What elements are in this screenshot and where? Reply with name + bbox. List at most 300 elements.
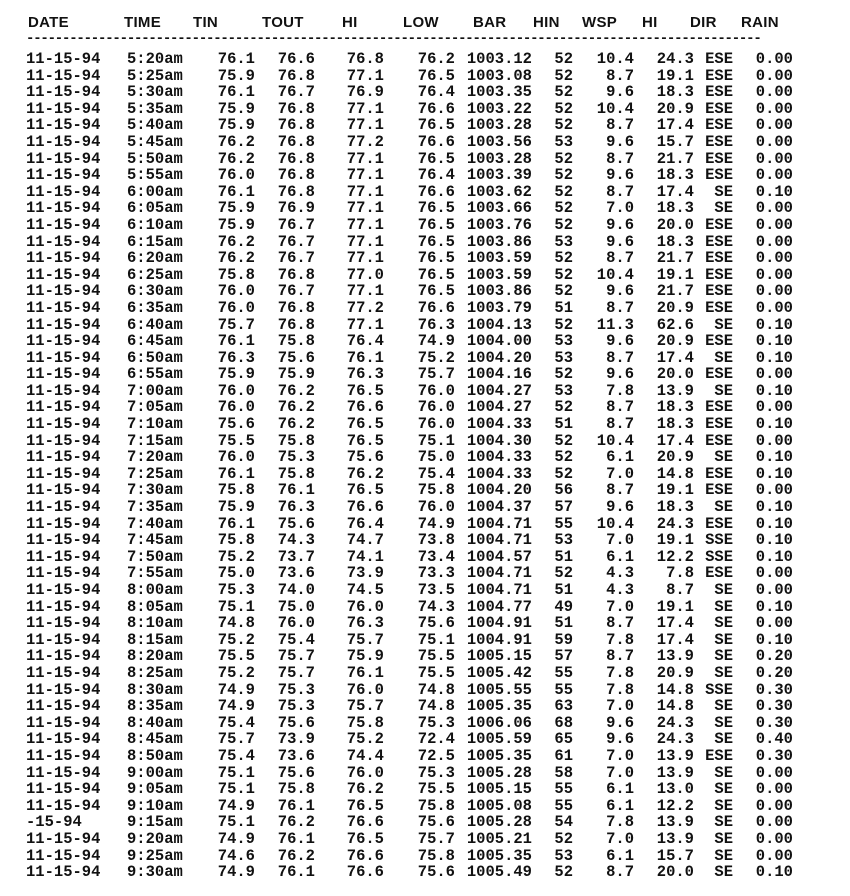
cell-date: 11-15-94	[26, 481, 101, 500]
cell-rain: 0.10	[755, 514, 793, 533]
cell-bar: 1003.08	[466, 66, 532, 85]
cell-wsp: 9.6	[606, 166, 634, 185]
cell-hin: 55	[554, 780, 573, 799]
cell-hin: 52	[554, 564, 573, 583]
cell-hi2: 17.4	[656, 116, 694, 135]
cell-tout: 76.8	[277, 149, 315, 168]
cell-tin: 75.3	[217, 581, 255, 599]
cell-time: 7:45am	[127, 531, 183, 550]
table-row	[0, 350, 850, 367]
cell-bar: 1003.79	[466, 298, 532, 317]
cell-date: 11-15-94	[26, 697, 101, 716]
cell-dir: SSE	[705, 547, 733, 566]
header-date: DATE	[28, 14, 69, 31]
cell-hi: 76.4	[346, 332, 384, 351]
cell-hi2: 12.2	[656, 796, 694, 815]
cell-dir: SE	[714, 863, 733, 882]
cell-tin: 75.1	[217, 763, 255, 782]
cell-hin: 52	[554, 215, 573, 234]
cell-tout: 76.9	[277, 199, 315, 218]
cell-hin: 52	[554, 365, 573, 384]
cell-hi2: 17.4	[656, 348, 694, 367]
cell-bar: 1003.86	[466, 232, 532, 251]
cell-tout: 76.2	[277, 846, 315, 865]
cell-hi2: 14.8	[656, 464, 694, 483]
cell-tout: 75.8	[277, 332, 315, 351]
cell-bar: 1004.71	[466, 531, 532, 550]
cell-rain: 0.00	[755, 763, 793, 782]
cell-low: 72.4	[417, 730, 455, 749]
cell-low: 76.4	[417, 166, 455, 185]
cell-tout: 76.2	[277, 398, 315, 417]
cell-tout: 76.8	[277, 315, 315, 334]
table-row	[0, 117, 850, 134]
cell-date: 11-15-94	[26, 99, 101, 118]
cell-hi: 76.0	[346, 597, 384, 616]
cell-wsp: 7.8	[606, 813, 634, 832]
cell-bar: 1004.91	[466, 614, 532, 633]
cell-date: 11-15-94	[26, 630, 101, 649]
cell-wsp: 7.0	[606, 531, 634, 550]
cell-hi2: 20.0	[656, 365, 694, 384]
table-row	[0, 499, 850, 516]
cell-low: 73.8	[417, 531, 455, 550]
cell-tout: 75.3	[277, 697, 315, 716]
cell-tin: 75.5	[217, 647, 255, 666]
cell-wsp: 9.6	[606, 713, 634, 732]
cell-tin: 74.9	[217, 796, 255, 815]
cell-hi2: 20.9	[656, 448, 694, 467]
table-row	[0, 399, 850, 416]
cell-date: 11-15-94	[26, 365, 101, 384]
cell-time: 8:25am	[127, 663, 183, 682]
cell-tout: 75.8	[277, 780, 315, 799]
cell-tout: 75.6	[277, 348, 315, 367]
cell-date: 11-15-94	[26, 215, 101, 234]
cell-rain: 0.10	[755, 348, 793, 367]
cell-rain: 0.00	[755, 215, 793, 234]
cell-hi2: 18.3	[656, 199, 694, 218]
cell-time: 8:30am	[127, 680, 183, 699]
table-row	[0, 482, 850, 499]
table-row	[0, 317, 850, 334]
cell-tin: 75.0	[217, 564, 255, 583]
cell-tin: 76.2	[217, 249, 255, 268]
cell-date: 11-15-94	[26, 531, 101, 550]
cell-low: 75.6	[417, 863, 455, 882]
cell-tout: 76.2	[277, 381, 315, 400]
cell-tout: 76.8	[277, 265, 315, 284]
cell-rain: 0.10	[755, 464, 793, 483]
cell-low: 76.0	[417, 398, 455, 417]
cell-bar: 1004.33	[466, 448, 532, 467]
header-wsp: WSP	[582, 14, 618, 31]
cell-low: 75.3	[417, 763, 455, 782]
table-row	[0, 134, 850, 151]
cell-hin: 55	[554, 796, 573, 815]
cell-date: 11-15-94	[26, 680, 101, 699]
table-row	[0, 765, 850, 782]
cell-rain: 0.00	[755, 265, 793, 284]
cell-tin: 75.9	[217, 365, 255, 384]
cell-dir: SE	[714, 581, 733, 599]
cell-hi: 77.1	[346, 249, 384, 268]
cell-hi: 74.4	[346, 746, 384, 765]
cell-time: 5:25am	[127, 66, 183, 85]
cell-hin: 55	[554, 680, 573, 699]
cell-tout: 73.6	[277, 746, 315, 765]
cell-hi: 75.6	[346, 448, 384, 467]
cell-date: 11-15-94	[26, 713, 101, 732]
cell-tin: 76.2	[217, 232, 255, 251]
cell-time: 9:30am	[127, 863, 183, 882]
cell-hi2: 18.3	[656, 232, 694, 251]
cell-dir: SSE	[705, 531, 733, 550]
cell-hin: 52	[554, 66, 573, 85]
cell-hi: 76.6	[346, 813, 384, 832]
cell-low: 75.4	[417, 464, 455, 483]
cell-tin: 75.9	[217, 199, 255, 218]
cell-rain: 0.00	[755, 614, 793, 633]
cell-tout: 75.4	[277, 630, 315, 649]
cell-hi: 76.3	[346, 614, 384, 633]
cell-tin: 76.3	[217, 348, 255, 367]
cell-tout: 76.2	[277, 813, 315, 832]
cell-tin: 76.2	[217, 149, 255, 168]
cell-rain: 0.30	[755, 746, 793, 765]
table-row	[0, 333, 850, 350]
cell-hin: 52	[554, 265, 573, 284]
cell-rain: 0.10	[755, 415, 793, 434]
cell-date: 11-15-94	[26, 514, 101, 533]
cell-dir: ESE	[705, 564, 733, 583]
cell-low: 75.7	[417, 829, 455, 848]
cell-rain: 0.00	[755, 149, 793, 168]
cell-hi2: 19.1	[656, 531, 694, 550]
cell-hi2: 17.4	[656, 630, 694, 649]
cell-dir: ESE	[705, 249, 733, 268]
table-row	[0, 433, 850, 450]
cell-tin: 76.0	[217, 398, 255, 417]
cell-time: 6:40am	[127, 315, 183, 334]
cell-date: 11-15-94	[26, 564, 101, 583]
cell-rain: 0.10	[755, 630, 793, 649]
cell-bar: 1003.28	[466, 116, 532, 135]
cell-bar: 1004.91	[466, 630, 532, 649]
cell-hi2: 7.8	[666, 564, 694, 583]
cell-low: 76.5	[417, 66, 455, 85]
cell-bar: 1004.30	[466, 431, 532, 450]
cell-date: 11-15-94	[26, 315, 101, 334]
cell-hin: 53	[554, 531, 573, 550]
cell-time: 7:20am	[127, 448, 183, 467]
table-row	[0, 549, 850, 566]
cell-hin: 59	[554, 630, 573, 649]
cell-time: 6:10am	[127, 215, 183, 234]
cell-date: 11-15-94	[26, 647, 101, 666]
cell-wsp: 9.6	[606, 132, 634, 151]
header-bar: BAR	[473, 14, 507, 31]
cell-low: 73.5	[417, 581, 455, 599]
cell-tout: 76.6	[277, 50, 315, 68]
cell-low: 76.6	[417, 298, 455, 317]
cell-dir: SE	[714, 730, 733, 749]
cell-dir: SE	[714, 829, 733, 848]
cell-wsp: 4.3	[606, 581, 634, 599]
table-row	[0, 200, 850, 217]
cell-hi2: 8.7	[666, 581, 694, 599]
data-table-body	[0, 51, 850, 881]
cell-date: 11-15-94	[26, 50, 101, 68]
cell-bar: 1006.06	[466, 713, 532, 732]
cell-hin: 63	[554, 697, 573, 716]
cell-time: 9:05am	[127, 780, 183, 799]
cell-hi: 76.5	[346, 796, 384, 815]
cell-wsp: 10.4	[596, 265, 634, 284]
cell-bar: 1003.59	[466, 249, 532, 268]
cell-hin: 52	[554, 829, 573, 848]
cell-tout: 76.8	[277, 182, 315, 201]
cell-time: 6:15am	[127, 232, 183, 251]
cell-rain: 0.00	[755, 99, 793, 118]
cell-wsp: 7.8	[606, 663, 634, 682]
cell-low: 76.5	[417, 232, 455, 251]
cell-hin: 52	[554, 182, 573, 201]
table-row	[0, 449, 850, 466]
cell-hi2: 12.2	[656, 547, 694, 566]
cell-tin: 76.0	[217, 298, 255, 317]
cell-hi: 75.8	[346, 713, 384, 732]
cell-hi2: 18.3	[656, 498, 694, 517]
cell-hin: 51	[554, 547, 573, 566]
cell-low: 75.5	[417, 780, 455, 799]
cell-hin: 57	[554, 647, 573, 666]
cell-bar: 1004.16	[466, 365, 532, 384]
cell-hi: 77.1	[346, 182, 384, 201]
cell-dir: SE	[714, 813, 733, 832]
cell-time: 9:20am	[127, 829, 183, 848]
cell-time: 7:30am	[127, 481, 183, 500]
cell-hi: 76.6	[346, 398, 384, 417]
table-row	[0, 715, 850, 732]
cell-date: 11-15-94	[26, 796, 101, 815]
cell-dir: ESE	[705, 99, 733, 118]
cell-low: 76.0	[417, 381, 455, 400]
cell-bar: 1005.42	[466, 663, 532, 682]
cell-tout: 76.7	[277, 249, 315, 268]
cell-tin: 75.2	[217, 663, 255, 682]
cell-wsp: 10.4	[596, 50, 634, 68]
cell-low: 75.5	[417, 647, 455, 666]
cell-hi2: 24.3	[656, 730, 694, 749]
cell-hin: 52	[554, 166, 573, 185]
cell-hi: 76.8	[346, 50, 384, 68]
cell-low: 76.5	[417, 116, 455, 135]
cell-tin: 75.1	[217, 813, 255, 832]
cell-low: 76.0	[417, 498, 455, 517]
cell-rain: 0.00	[755, 431, 793, 450]
cell-bar: 1005.35	[466, 697, 532, 716]
cell-low: 76.3	[417, 315, 455, 334]
cell-low: 73.3	[417, 564, 455, 583]
cell-date: 11-15-94	[26, 746, 101, 765]
table-row	[0, 84, 850, 101]
table-row	[0, 582, 850, 599]
cell-wsp: 9.6	[606, 365, 634, 384]
cell-bar: 1004.20	[466, 348, 532, 367]
cell-rain: 0.00	[755, 481, 793, 500]
table-row	[0, 101, 850, 118]
cell-tout: 76.8	[277, 66, 315, 85]
cell-tin: 76.1	[217, 83, 255, 102]
cell-hi: 76.2	[346, 464, 384, 483]
header-hin: HIN	[533, 14, 560, 31]
cell-date: 11-15-94	[26, 398, 101, 417]
cell-time: 9:00am	[127, 763, 183, 782]
cell-tout: 76.1	[277, 481, 315, 500]
cell-rain: 0.30	[755, 713, 793, 732]
cell-tin: 74.6	[217, 846, 255, 865]
cell-low: 76.5	[417, 282, 455, 301]
cell-tout: 76.7	[277, 282, 315, 301]
cell-hin: 68	[554, 713, 573, 732]
table-row	[0, 698, 850, 715]
cell-hi: 77.1	[346, 166, 384, 185]
cell-hin: 53	[554, 132, 573, 151]
cell-hin: 52	[554, 83, 573, 102]
cell-hi: 76.5	[346, 481, 384, 500]
cell-wsp: 9.6	[606, 83, 634, 102]
cell-tout: 76.8	[277, 166, 315, 185]
cell-time: 5:35am	[127, 99, 183, 118]
cell-tin: 76.0	[217, 282, 255, 301]
cell-wsp: 8.7	[606, 249, 634, 268]
cell-date: 11-15-94	[26, 199, 101, 218]
cell-wsp: 8.7	[606, 116, 634, 135]
table-row	[0, 781, 850, 798]
cell-tout: 76.2	[277, 415, 315, 434]
table-row	[0, 814, 850, 831]
cell-low: 76.5	[417, 265, 455, 284]
cell-tout: 76.7	[277, 83, 315, 102]
cell-hin: 52	[554, 149, 573, 168]
cell-hi: 76.0	[346, 680, 384, 699]
cell-rain: 0.00	[755, 50, 793, 68]
cell-wsp: 11.3	[596, 315, 634, 334]
cell-hin: 57	[554, 498, 573, 517]
cell-time: 7:10am	[127, 415, 183, 434]
cell-rain: 0.00	[755, 398, 793, 417]
cell-date: 11-15-94	[26, 863, 101, 882]
cell-hi2: 13.9	[656, 763, 694, 782]
cell-hi: 75.7	[346, 630, 384, 649]
cell-wsp: 8.7	[606, 348, 634, 367]
cell-hi: 77.2	[346, 132, 384, 151]
table-row	[0, 466, 850, 483]
cell-hi2: 17.4	[656, 431, 694, 450]
cell-dir: ESE	[705, 66, 733, 85]
cell-tin: 75.4	[217, 746, 255, 765]
cell-tin: 75.9	[217, 215, 255, 234]
cell-wsp: 9.6	[606, 215, 634, 234]
cell-hi2: 24.3	[656, 50, 694, 68]
table-row	[0, 599, 850, 616]
cell-hin: 52	[554, 448, 573, 467]
cell-hin: 53	[554, 348, 573, 367]
cell-bar: 1005.21	[466, 829, 532, 848]
cell-time: 7:00am	[127, 381, 183, 400]
cell-hi: 77.1	[346, 232, 384, 251]
cell-low: 72.5	[417, 746, 455, 765]
cell-hi2: 15.7	[656, 846, 694, 865]
cell-hi2: 20.9	[656, 99, 694, 118]
cell-tout: 75.0	[277, 597, 315, 616]
cell-time: 9:25am	[127, 846, 183, 865]
table-row	[0, 51, 850, 68]
cell-bar: 1005.55	[466, 680, 532, 699]
header-low: LOW	[403, 14, 439, 31]
cell-time: 6:50am	[127, 348, 183, 367]
cell-wsp: 9.6	[606, 730, 634, 749]
cell-rain: 0.00	[755, 564, 793, 583]
cell-wsp: 6.1	[606, 846, 634, 865]
cell-date: 11-15-94	[26, 381, 101, 400]
cell-low: 75.8	[417, 846, 455, 865]
cell-hi: 76.5	[346, 415, 384, 434]
cell-tin: 76.1	[217, 182, 255, 201]
cell-date: -15-94	[26, 813, 82, 832]
cell-bar: 1003.22	[466, 99, 532, 118]
cell-bar: 1004.13	[466, 315, 532, 334]
cell-hi2: 13.9	[656, 746, 694, 765]
cell-dir: SE	[714, 498, 733, 517]
cell-date: 11-15-94	[26, 116, 101, 135]
cell-hi2: 62.6	[656, 315, 694, 334]
cell-date: 11-15-94	[26, 663, 101, 682]
cell-date: 11-15-94	[26, 780, 101, 799]
cell-wsp: 7.0	[606, 464, 634, 483]
cell-dir: SE	[714, 315, 733, 334]
cell-dir: ESE	[705, 365, 733, 384]
cell-bar: 1005.15	[466, 647, 532, 666]
cell-tin: 75.1	[217, 780, 255, 799]
cell-wsp: 8.7	[606, 66, 634, 85]
cell-tin: 74.8	[217, 614, 255, 633]
cell-wsp: 7.0	[606, 597, 634, 616]
cell-dir: ESE	[705, 431, 733, 450]
cell-tout: 76.0	[277, 614, 315, 633]
cell-wsp: 7.8	[606, 381, 634, 400]
cell-hi: 77.1	[346, 215, 384, 234]
cell-wsp: 10.4	[596, 99, 634, 118]
cell-dir: SE	[714, 597, 733, 616]
cell-tin: 75.7	[217, 315, 255, 334]
cell-hi2: 20.0	[656, 863, 694, 882]
cell-tin: 75.2	[217, 630, 255, 649]
cell-low: 76.5	[417, 215, 455, 234]
cell-rain: 0.10	[755, 597, 793, 616]
cell-hin: 54	[554, 813, 573, 832]
cell-tout: 75.8	[277, 431, 315, 450]
cell-tout: 75.3	[277, 448, 315, 467]
cell-dir: SE	[714, 697, 733, 716]
cell-tout: 76.7	[277, 232, 315, 251]
cell-tin: 74.9	[217, 863, 255, 882]
cell-hi2: 21.7	[656, 149, 694, 168]
cell-date: 11-15-94	[26, 763, 101, 782]
cell-dir: ESE	[705, 116, 733, 135]
cell-rain: 0.00	[755, 116, 793, 135]
